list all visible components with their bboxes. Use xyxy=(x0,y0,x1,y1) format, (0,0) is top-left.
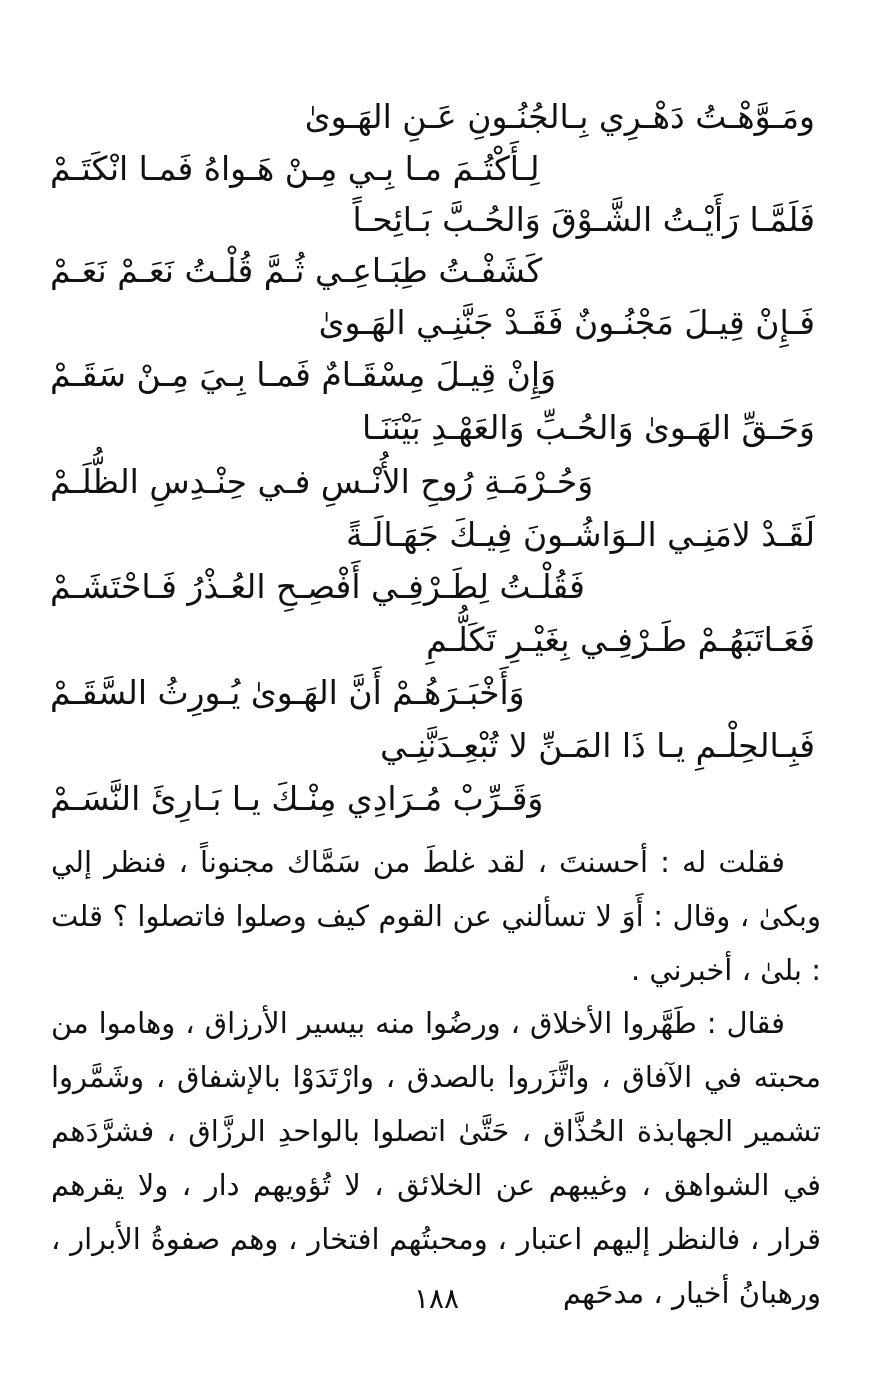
poem-line-8: وَحُـرْمَـةِ رُوحِ الأُنْـسِ فـي حِنْـدِسِ الظُّلَـمْ xyxy=(50,462,594,501)
poem-line-6: وَإِنْ قِيـلَ مِسْقَـامٌ فَمـا بِـيَ مِـنْ سَقَـمْ xyxy=(50,355,557,394)
prose-paragraph-2: فقال : طَهَّروا الأخلاق ، ورضُوا منه بيسير الأرزاق ، وهاموا من محبته في الآفاق ، واتَّزَروا بالصدق ، وارْتَدَوْا بالإشفاق ، وشَمَّروا تشمير الجهابذة الحُذَّاق ، حَتَّىٰ اتصلوا بالواحدِ الرزَّاق ، فشرَّدَهم في الشواهق ، وغيبهم عن الخلائق ، لا تُؤويهم دار ، ولا يقرهم قرار ، فالنظر إليهم اعتبار ، ومحبتُهم افتخار ، وهم صفوةُ الأبرار ، ورهبانُ أخيار ، مدحَهم xyxy=(51,1006,821,1310)
poem-line-2: لِـأَكْتُـمَ مـا بِـي مِـنْ هَـواهُ فَمـا انْكَتَـمْ xyxy=(50,149,540,188)
poem-line-12: وَأَخْبَـرَهُـمْ أَنَّ الهَـوىٰ يُـورِثُ السَّقَـمْ xyxy=(50,673,525,712)
poem-line-5: فَـإِنْ قِيـلَ مَجْنُـونٌ فَقَـدْ جَنَّنِـي الهَـوىٰ xyxy=(318,303,815,342)
prose-block-1 xyxy=(51,835,821,997)
poem-line-13: فَبِـالحِلْـمِ يـا ذَا المَـنِّ لا تُبْعِـدَنَّنِـي xyxy=(380,726,815,765)
poem-line-10: فَقُلْـتُ لِطَـرْفِـي أَفْصِـحِ العُـذْرُ فَـاحْتَشَـمْ xyxy=(50,567,585,606)
poem-line-9: لَقَـدْ لامَنِـي الـوَاشُـونَ فِيـكَ جَهَـالَـةً xyxy=(346,515,815,554)
poem-line-14: وَقَـرِّبْ مُـرَادِي مِنْـكَ يـا بَـارِئَ النَّسَـمْ xyxy=(50,779,544,818)
prose-paragraph-1: فقلت له : أحسنتَ ، لقد غلطَ من سَمَّاك مجنوناً ، فنظر إلي وبكىٰ ، وقال : أَوَ لا تسألني عن القوم كيف وصلوا فاتصلوا ؟ قلت : بلىٰ ، أخبرني . xyxy=(51,845,821,987)
page-number: ١٨٨ xyxy=(413,1282,460,1315)
poem-line-11: فَعَـاتَبَهُـمْ طَـرْفِـي بِغَيْـرِ تَكَلُّـمِ xyxy=(426,620,815,659)
prose-block-2 xyxy=(51,996,821,1320)
poem-line-3: فَلَمَّـا رَأَيْـتُ الشَّـوْقَ وَالحُـبَّ بَـائِحـاً xyxy=(352,200,815,239)
poem-line-7: وَحَـقِّ الهَـوىٰ وَالحُـبِّ وَالعَهْـدِ بَيْنَنَـا xyxy=(361,408,815,447)
poem-line-1: ومَـوَّهْـتُ دَهْـرِي بِـالجُنُـونِ عَـنِ الهَـوىٰ xyxy=(304,97,815,136)
poem-line-4: كَشَفْـتُ طِبَـاعِـي ثُـمَّ قُلْـتُ نَعَـمْ نَعَـمْ xyxy=(50,251,543,290)
